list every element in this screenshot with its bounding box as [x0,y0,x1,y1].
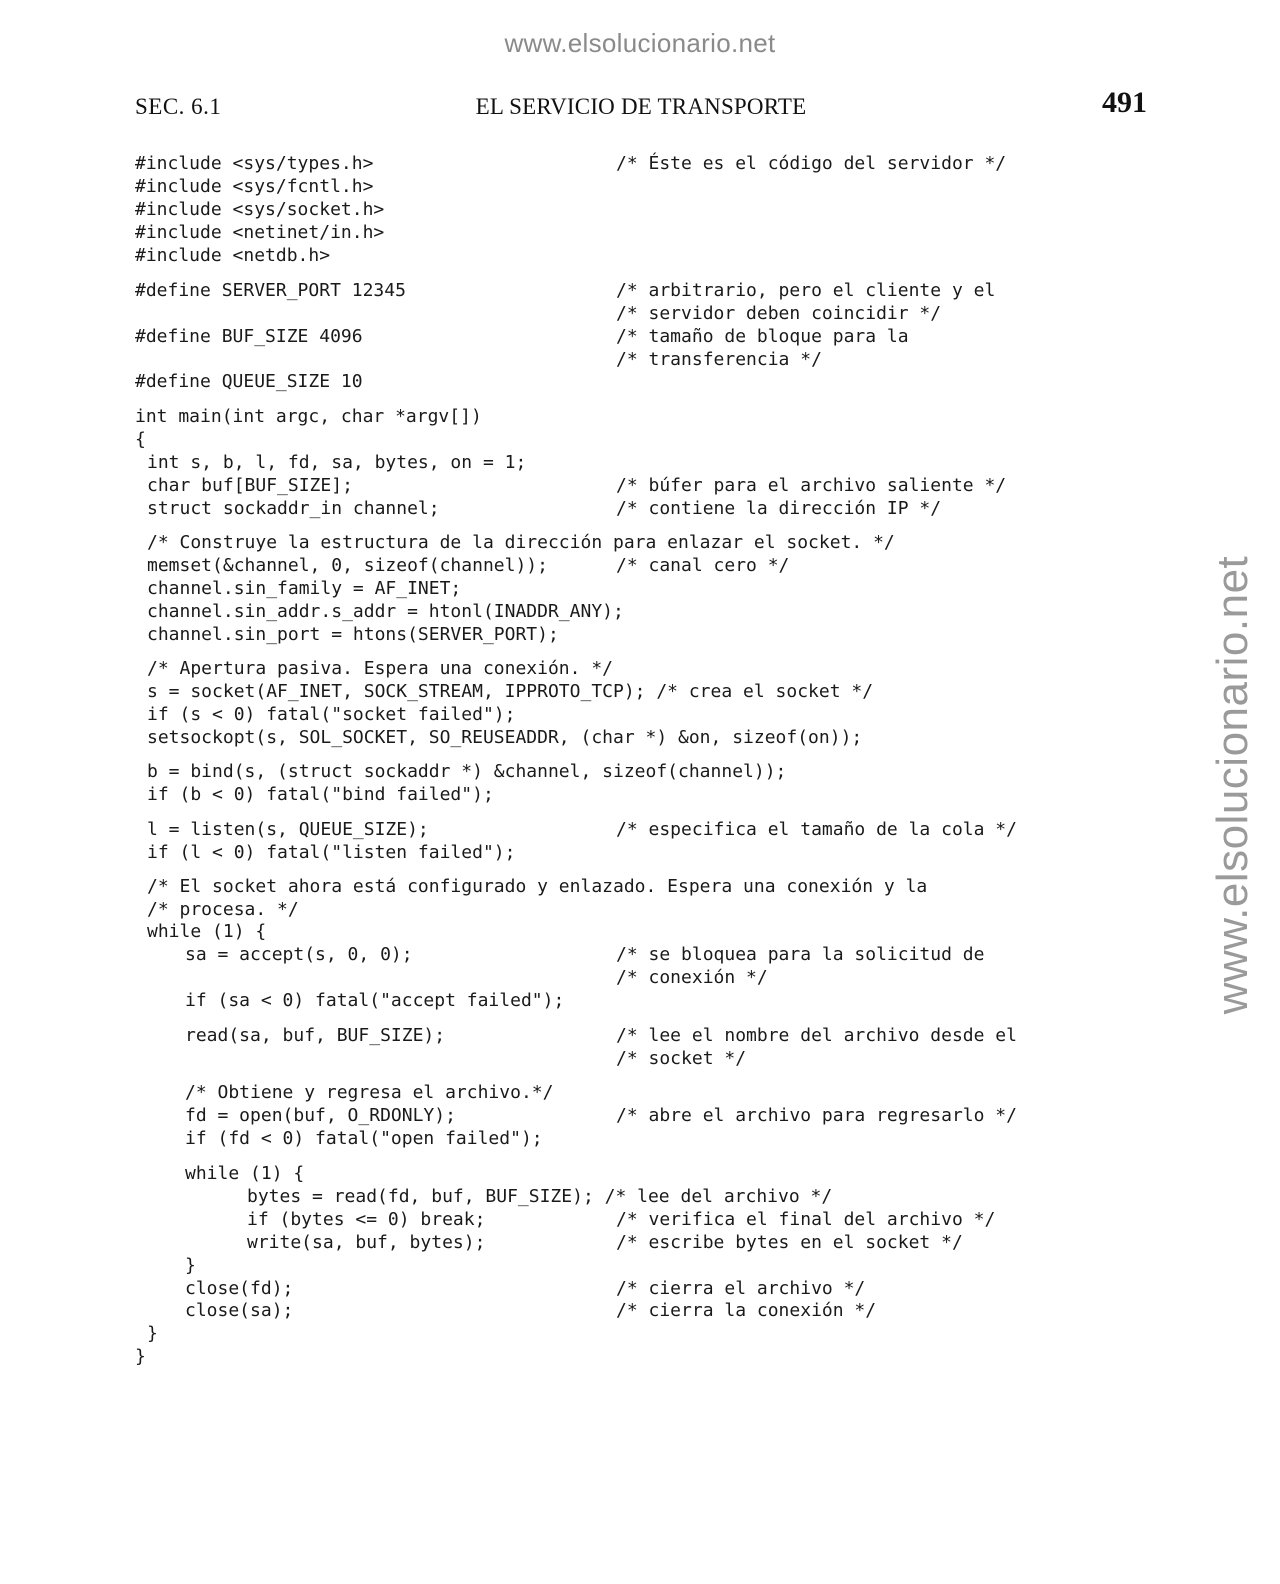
code-statement: /* procesa. */ [147,899,299,920]
code-comment: /* especifica el tamaño de la cola */ [616,819,1017,840]
code-statement: int main(int argc, char *argv[]) [135,406,482,427]
chapter-title: EL SERVICIO DE TRANSPORTE [475,94,807,119]
code-statement: #include <netinet/in.h> [135,222,385,243]
code-statement: l = listen(s, QUEUE_SIZE); [147,819,429,840]
code-comment: /* búfer para el archivo saliente */ [616,475,1007,496]
code-comment: /* abre el archivo para regresarlo */ [616,1105,1017,1126]
code-statement: int s, b, l, fd, sa, bytes, on = 1; [147,452,527,473]
code-statement: { [135,429,146,450]
code-statement: setsockopt(s, SOL_SOCKET, SO_REUSEADDR, (char *) &on, sizeof(on)); [147,727,863,748]
code-statement: #define BUF_SIZE 4096 [135,326,363,347]
code-comment: /* socket */ [616,1048,747,1069]
section-label: SEC. 6.1 [135,94,222,119]
code-statement: write(sa, buf, bytes); [247,1232,486,1253]
code-statement: channel.sin_family = AF_INET; [147,578,462,599]
code-comment: /* lee el nombre del archivo desde el [616,1025,1017,1046]
code-comment: /* verifica el final del archivo */ [616,1209,996,1230]
code-statement: #define SERVER_PORT 12345 [135,280,406,301]
code-statement: if (b < 0) fatal("bind failed"); [147,784,494,805]
code-statement: struct sockaddr_in channel; [147,498,440,519]
code-statement: } [185,1255,196,1276]
code-statement: #include <netdb.h> [135,245,331,266]
code-statement: s = socket(AF_INET, SOCK_STREAM, IPPROTO_TCP); /* crea el socket */ [147,681,874,702]
code-statement: if (fd < 0) fatal("open failed"); [185,1128,543,1149]
watermark-side: www.elsolucionario.net [1208,555,1257,1015]
code-statement: #include <sys/socket.h> [135,199,385,220]
code-statement: memset(&channel, 0, sizeof(channel)); [147,555,548,576]
code-statement: bytes = read(fd, buf, BUF_SIZE); /* lee del archivo */ [247,1186,833,1207]
code-statement: while (1) { [147,921,267,942]
code-comment: /* arbitrario, pero el cliente y el [616,280,996,301]
code-statement: close(sa); [185,1300,294,1321]
code-comment: /* servidor deben coincidir */ [616,303,942,324]
code-statement: } [147,1323,158,1344]
code-statement: sa = accept(s, 0, 0); [185,944,413,965]
code-statement: /* Apertura pasiva. Espera una conexión. */ [147,658,613,679]
code-statement: if (s < 0) fatal("socket failed"); [147,704,516,725]
code-comment: /* cierra el archivo */ [616,1278,866,1299]
code-comment: /* Éste es el código del servidor */ [616,153,1007,174]
watermark-top: www.elsolucionario.net [504,28,776,58]
code-comment: /* contiene la dirección IP */ [616,498,942,519]
code-statement: } [135,1346,146,1367]
code-statement: channel.sin_port = htons(SERVER_PORT); [147,624,559,645]
running-head [135,86,1147,126]
code-statement: if (l < 0) fatal("listen failed"); [147,842,516,863]
code-statement: #define QUEUE_SIZE 10 [135,371,363,392]
code-statement: /* El socket ahora está configurado y enlazado. Espera una conexión y la [147,876,928,897]
code-statement: #include <sys/fcntl.h> [135,176,374,197]
code-statement: char buf[BUF_SIZE]; [147,475,353,496]
code-statement: read(sa, buf, BUF_SIZE); [185,1025,446,1046]
code-statement: channel.sin_addr.s_addr = htonl(INADDR_ANY); [147,601,624,622]
code-comment: /* canal cero */ [616,555,790,576]
code-comment: /* conexión */ [616,967,768,988]
code-comment: /* tamaño de bloque para la [616,326,909,347]
code-statement: /* Construye la estructura de la dirección para enlazar el socket. */ [147,532,895,553]
code-statement: #include <sys/types.h> [135,153,374,174]
code-statement: if (bytes <= 0) break; [247,1209,486,1230]
code-statement: while (1) { [185,1163,305,1184]
code-statement: close(fd); [185,1278,294,1299]
code-statement: if (sa < 0) fatal("accept failed"); [185,990,565,1011]
code-statement: /* Obtiene y regresa el archivo.*/ [185,1082,554,1103]
code-statement: b = bind(s, (struct sockaddr *) &channel, sizeof(channel)); [147,761,787,782]
code-comment: /* transferencia */ [616,349,822,370]
code-comment: /* cierra la conexión */ [616,1300,877,1321]
code-statement: fd = open(buf, O_RDONLY); [185,1105,456,1126]
code-comment: /* escribe bytes en el socket */ [616,1232,963,1253]
code-comment: /* se bloquea para la solicitud de [616,944,985,965]
page-number: 491 [1102,86,1147,119]
